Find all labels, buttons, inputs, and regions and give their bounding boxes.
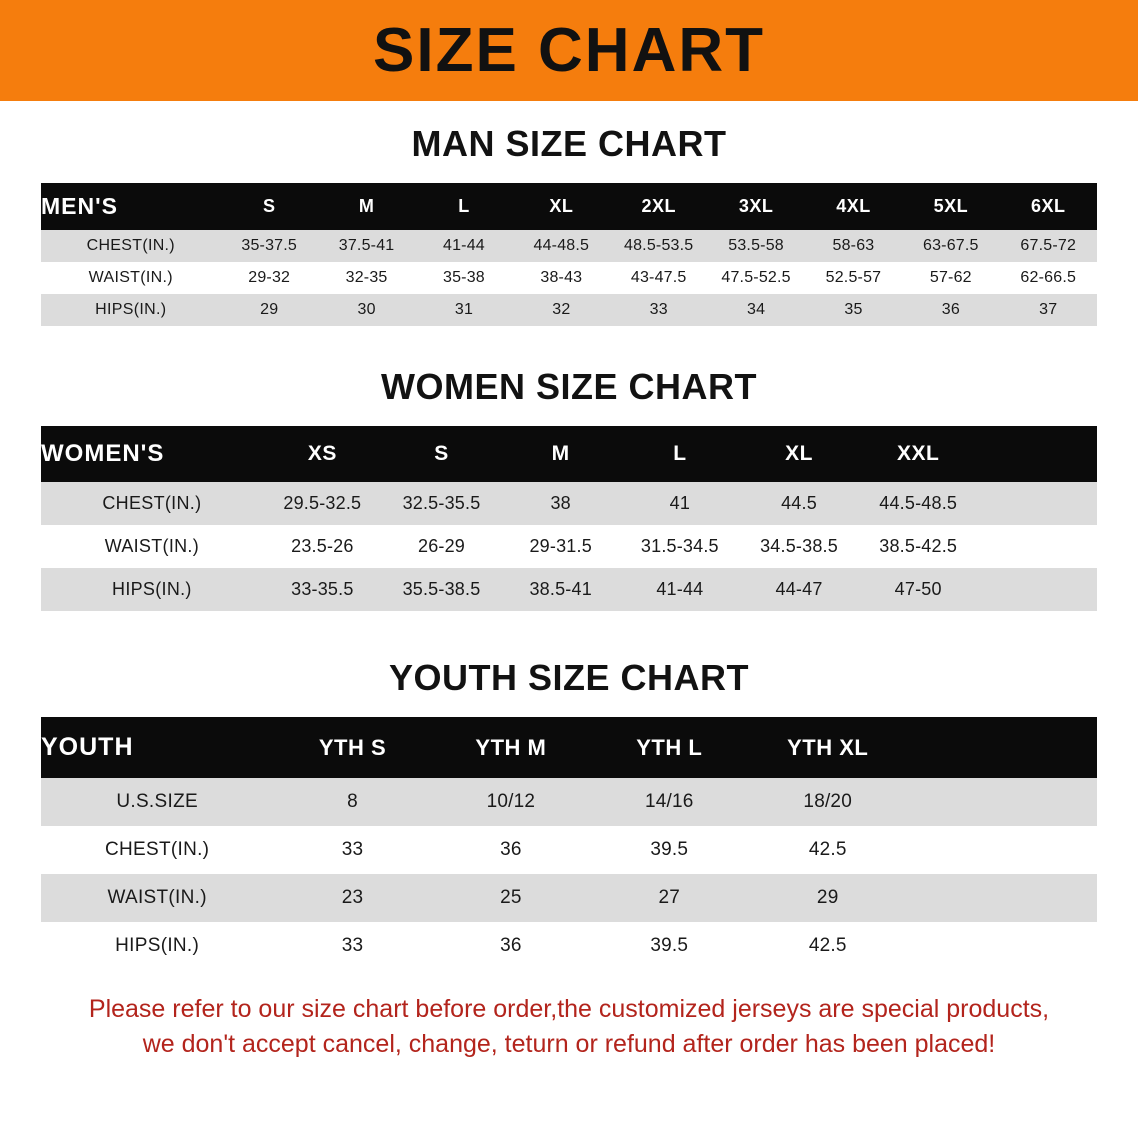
- women-cell-2-1: 35.5-38.5: [382, 568, 501, 611]
- man-header-cell-3: L: [415, 183, 512, 230]
- women-cell-2-2: 38.5-41: [501, 568, 620, 611]
- women-cell-2-3: 41-44: [620, 568, 739, 611]
- man-header-cell-1: S: [221, 183, 318, 230]
- youth-cell-3-spacer: [907, 922, 1097, 970]
- women-cell-0-spacer: [978, 482, 1097, 525]
- women-cell-0-5: 44.5-48.5: [859, 482, 978, 525]
- table-row: [41, 826, 1097, 874]
- table-row: [41, 568, 1097, 611]
- table-row: [41, 482, 1097, 525]
- youth-table-wrap: [0, 717, 1138, 970]
- women-cell-1-3: 31.5-34.5: [620, 525, 739, 568]
- women-size-table: [41, 426, 1097, 611]
- women-cell-1-4: 34.5-38.5: [739, 525, 858, 568]
- women-header-cell-6: XXL: [859, 426, 978, 482]
- table-row: [41, 294, 1097, 326]
- table-row: [41, 262, 1097, 294]
- man-cell-1-4: 43-47.5: [610, 262, 707, 294]
- women-header-cell-1: XS: [263, 426, 382, 482]
- man-row-label-0: CHEST(IN.): [41, 230, 221, 262]
- youth-size-table: [41, 717, 1097, 970]
- man-cell-1-5: 47.5-52.5: [707, 262, 804, 294]
- youth-cell-0-1: 10/12: [432, 778, 590, 826]
- women-row-label-2: HIPS(IN.): [41, 568, 263, 611]
- youth-table-body: [41, 778, 1097, 970]
- disclaimer-note: [34, 992, 1104, 1061]
- man-cell-2-8: 37: [1000, 294, 1097, 326]
- man-table-wrap: [0, 183, 1138, 326]
- table-row: [41, 922, 1097, 970]
- women-cell-1-1: 26-29: [382, 525, 501, 568]
- man-cell-2-5: 34: [707, 294, 804, 326]
- youth-cell-0-3: 18/20: [748, 778, 906, 826]
- women-cell-2-4: 44-47: [739, 568, 858, 611]
- man-cell-1-2: 35-38: [415, 262, 512, 294]
- women-header-spacer: [978, 426, 1097, 482]
- man-table-body: [41, 230, 1097, 326]
- man-cell-0-1: 37.5-41: [318, 230, 415, 262]
- man-cell-0-5: 53.5-58: [707, 230, 804, 262]
- table-row: [41, 778, 1097, 826]
- youth-table-head: [41, 717, 1097, 778]
- man-cell-0-0: 35-37.5: [221, 230, 318, 262]
- youth-header-cell-1: YTH S: [273, 717, 431, 778]
- youth-header-cell-3: YTH L: [590, 717, 748, 778]
- man-row-label-1: WAIST(IN.): [41, 262, 221, 294]
- man-cell-1-7: 57-62: [902, 262, 999, 294]
- man-table-head: [41, 183, 1097, 230]
- women-header-cell-3: M: [501, 426, 620, 482]
- youth-header-spacer: [907, 717, 1097, 778]
- youth-cell-0-spacer: [907, 778, 1097, 826]
- women-cell-2-5: 47-50: [859, 568, 978, 611]
- youth-section-title: YOUTH SIZE CHART: [388, 657, 749, 698]
- women-cell-1-5: 38.5-42.5: [859, 525, 978, 568]
- women-cell-2-spacer: [978, 568, 1097, 611]
- youth-cell-1-3: 42.5: [748, 826, 906, 874]
- youth-cell-3-3: 42.5: [748, 922, 906, 970]
- women-header-cell-0: WOMEN'S: [41, 426, 263, 482]
- women-header-row: [41, 426, 1097, 482]
- youth-cell-1-1: 36: [432, 826, 590, 874]
- youth-cell-2-spacer: [907, 874, 1097, 922]
- man-header-cell-0: MEN'S: [41, 183, 221, 230]
- women-cell-0-4: 44.5: [739, 482, 858, 525]
- man-cell-0-6: 58-63: [805, 230, 902, 262]
- man-cell-2-7: 36: [902, 294, 999, 326]
- youth-cell-0-2: 14/16: [590, 778, 748, 826]
- man-header-cell-8: 5XL: [902, 183, 999, 230]
- man-cell-1-8: 62-66.5: [1000, 262, 1097, 294]
- women-section-title: WOMEN SIZE CHART: [381, 366, 757, 407]
- youth-row-label-0: U.S.SIZE: [41, 778, 273, 826]
- youth-cell-3-0: 33: [273, 922, 431, 970]
- youth-header-cell-2: YTH M: [432, 717, 590, 778]
- youth-cell-3-2: 39.5: [590, 922, 748, 970]
- disclaimer-line-2: we don't accept cancel, change, teturn or refund after order has been placed!: [142, 1029, 996, 1058]
- youth-row-label-3: HIPS(IN.): [41, 922, 273, 970]
- youth-cell-2-1: 25: [432, 874, 590, 922]
- man-cell-2-6: 35: [805, 294, 902, 326]
- women-cell-1-2: 29-31.5: [501, 525, 620, 568]
- man-cell-2-3: 32: [513, 294, 610, 326]
- man-header-row: [41, 183, 1097, 230]
- women-cell-0-3: 41: [620, 482, 739, 525]
- page-banner: [0, 0, 1138, 101]
- man-section-title: MAN SIZE CHART: [411, 123, 727, 164]
- man-cell-2-4: 33: [610, 294, 707, 326]
- women-table-wrap: [0, 426, 1138, 611]
- man-cell-1-0: 29-32: [221, 262, 318, 294]
- youth-header-row: [41, 717, 1097, 778]
- women-header-cell-2: S: [382, 426, 501, 482]
- youth-cell-1-2: 39.5: [590, 826, 748, 874]
- women-row-label-1: WAIST(IN.): [41, 525, 263, 568]
- women-table-body: [41, 482, 1097, 611]
- man-cell-2-1: 30: [318, 294, 415, 326]
- man-cell-0-4: 48.5-53.5: [610, 230, 707, 262]
- man-cell-1-1: 32-35: [318, 262, 415, 294]
- women-table-head: [41, 426, 1097, 482]
- youth-cell-2-2: 27: [590, 874, 748, 922]
- women-header-cell-5: XL: [739, 426, 858, 482]
- man-cell-0-7: 63-67.5: [902, 230, 999, 262]
- man-cell-2-2: 31: [415, 294, 512, 326]
- women-row-label-0: CHEST(IN.): [41, 482, 263, 525]
- youth-row-label-2: WAIST(IN.): [41, 874, 273, 922]
- disclaimer-line-1: Please refer to our size chart before order,the customized jerseys are special products,: [88, 995, 1050, 1023]
- table-row: [41, 230, 1097, 262]
- youth-row-label-1: CHEST(IN.): [41, 826, 273, 874]
- man-header-cell-2: M: [318, 183, 415, 230]
- table-row: [41, 525, 1097, 568]
- man-size-table: [41, 183, 1097, 326]
- women-cell-0-2: 38: [501, 482, 620, 525]
- man-cell-0-8: 67.5-72: [1000, 230, 1097, 262]
- man-header-cell-4: XL: [513, 183, 610, 230]
- man-header-cell-5: 2XL: [610, 183, 707, 230]
- man-cell-1-3: 38-43: [513, 262, 610, 294]
- man-header-cell-6: 3XL: [707, 183, 804, 230]
- youth-header-cell-0: YOUTH: [41, 717, 273, 778]
- youth-header-cell-4: YTH XL: [748, 717, 906, 778]
- table-row: [41, 874, 1097, 922]
- youth-cell-0-0: 8: [273, 778, 431, 826]
- youth-cell-2-0: 23: [273, 874, 431, 922]
- man-cell-1-6: 52.5-57: [805, 262, 902, 294]
- man-cell-0-3: 44-48.5: [513, 230, 610, 262]
- man-row-label-2: HIPS(IN.): [41, 294, 221, 326]
- man-header-cell-9: 6XL: [1000, 183, 1097, 230]
- women-cell-1-0: 23.5-26: [263, 525, 382, 568]
- youth-cell-1-spacer: [907, 826, 1097, 874]
- youth-cell-3-1: 36: [432, 922, 590, 970]
- women-header-cell-4: L: [620, 426, 739, 482]
- youth-cell-1-0: 33: [273, 826, 431, 874]
- youth-cell-2-3: 29: [748, 874, 906, 922]
- man-header-cell-7: 4XL: [805, 183, 902, 230]
- man-cell-2-0: 29: [221, 294, 318, 326]
- women-cell-0-0: 29.5-32.5: [263, 482, 382, 525]
- women-cell-1-spacer: [978, 525, 1097, 568]
- women-cell-2-0: 33-35.5: [263, 568, 382, 611]
- page-title: SIZE CHART: [373, 15, 765, 85]
- women-cell-0-1: 32.5-35.5: [382, 482, 501, 525]
- man-cell-0-2: 41-44: [415, 230, 512, 262]
